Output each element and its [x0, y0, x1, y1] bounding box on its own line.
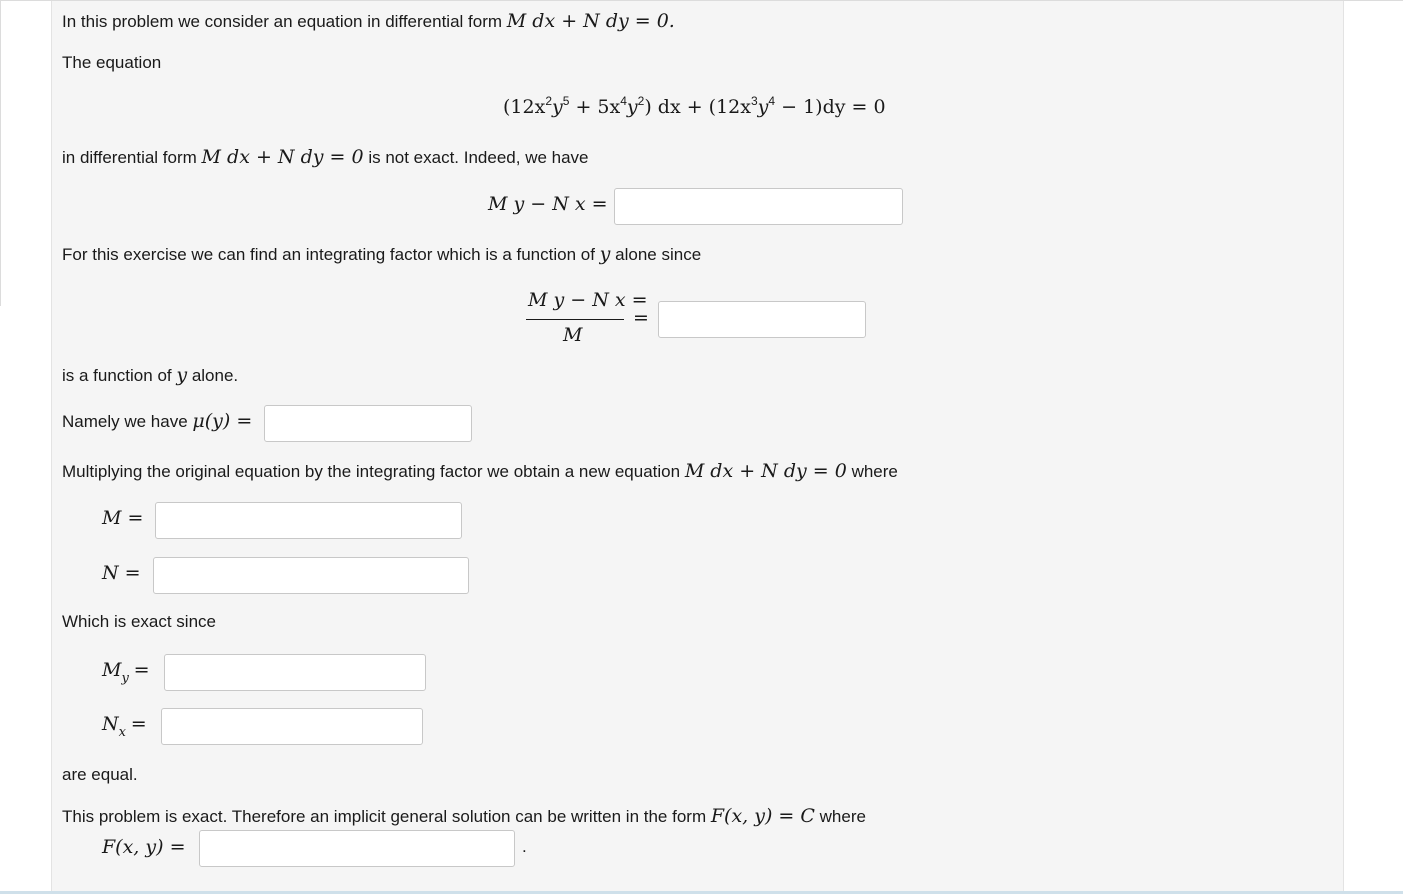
intro-equation: M dx + N dy = 0. — [506, 10, 675, 32]
left-divider — [0, 0, 1, 306]
integrating-factor-line: For this exercise we can find an integrating factor which is a function of y alone since — [62, 243, 702, 265]
intro-line — [62, 10, 675, 33]
problem-panel — [51, 1, 1344, 891]
function-of-y-line: is a function of y alone. — [62, 364, 239, 386]
multiply-line: Multiplying the original equation by the integrating factor we obtain a new equation M dx + N dy = 0 where — [62, 460, 898, 482]
N-label: N = — [102, 562, 141, 584]
Nx-input[interactable] — [161, 708, 423, 745]
Nx-label: $N_x$ = — [102, 713, 147, 740]
F-input[interactable] — [199, 830, 515, 867]
diff-input[interactable] — [614, 188, 903, 225]
ratio-equals: = — [633, 307, 649, 329]
diff-label: M y − N x = — [488, 193, 608, 215]
intro-text: In this problem we consider an equation in differential form — [62, 12, 503, 31]
mu-input[interactable] — [264, 405, 472, 442]
the-equation-label: The equation — [62, 53, 162, 72]
not-exact-equation: M dx + N dy = 0 — [201, 146, 364, 168]
ratio-denominator: M — [563, 324, 583, 346]
final-line: This problem is exact. Therefore an implicit general solution can be written in the form F(x, y) = C where — [62, 805, 866, 827]
not-exact-line: in differential form M dx + N dy = 0 is not exact. Indeed, we have — [62, 146, 589, 168]
F-label: F(x, y) = — [102, 836, 186, 858]
N-input[interactable] — [153, 557, 469, 594]
fraction-bar — [526, 319, 624, 320]
M-label: M = — [102, 507, 144, 529]
main-equation: $(12x^2y^5 + 5x^4y^2)$ dx + $(12x^3y^4 - 1)dy = 0$ — [503, 94, 886, 118]
ratio-input[interactable] — [658, 301, 866, 338]
namely-line: Namely we have μ(y) = — [62, 410, 253, 432]
My-label: $M_y$ = — [102, 659, 150, 686]
My-input[interactable] — [164, 654, 426, 691]
ratio-numerator: M y − N x = — [528, 289, 648, 311]
trailing-period: . — [522, 837, 527, 856]
are-equal-label: are equal. — [62, 765, 138, 784]
exact-since-label: Which is exact since — [62, 612, 216, 631]
M-input[interactable] — [155, 502, 462, 539]
